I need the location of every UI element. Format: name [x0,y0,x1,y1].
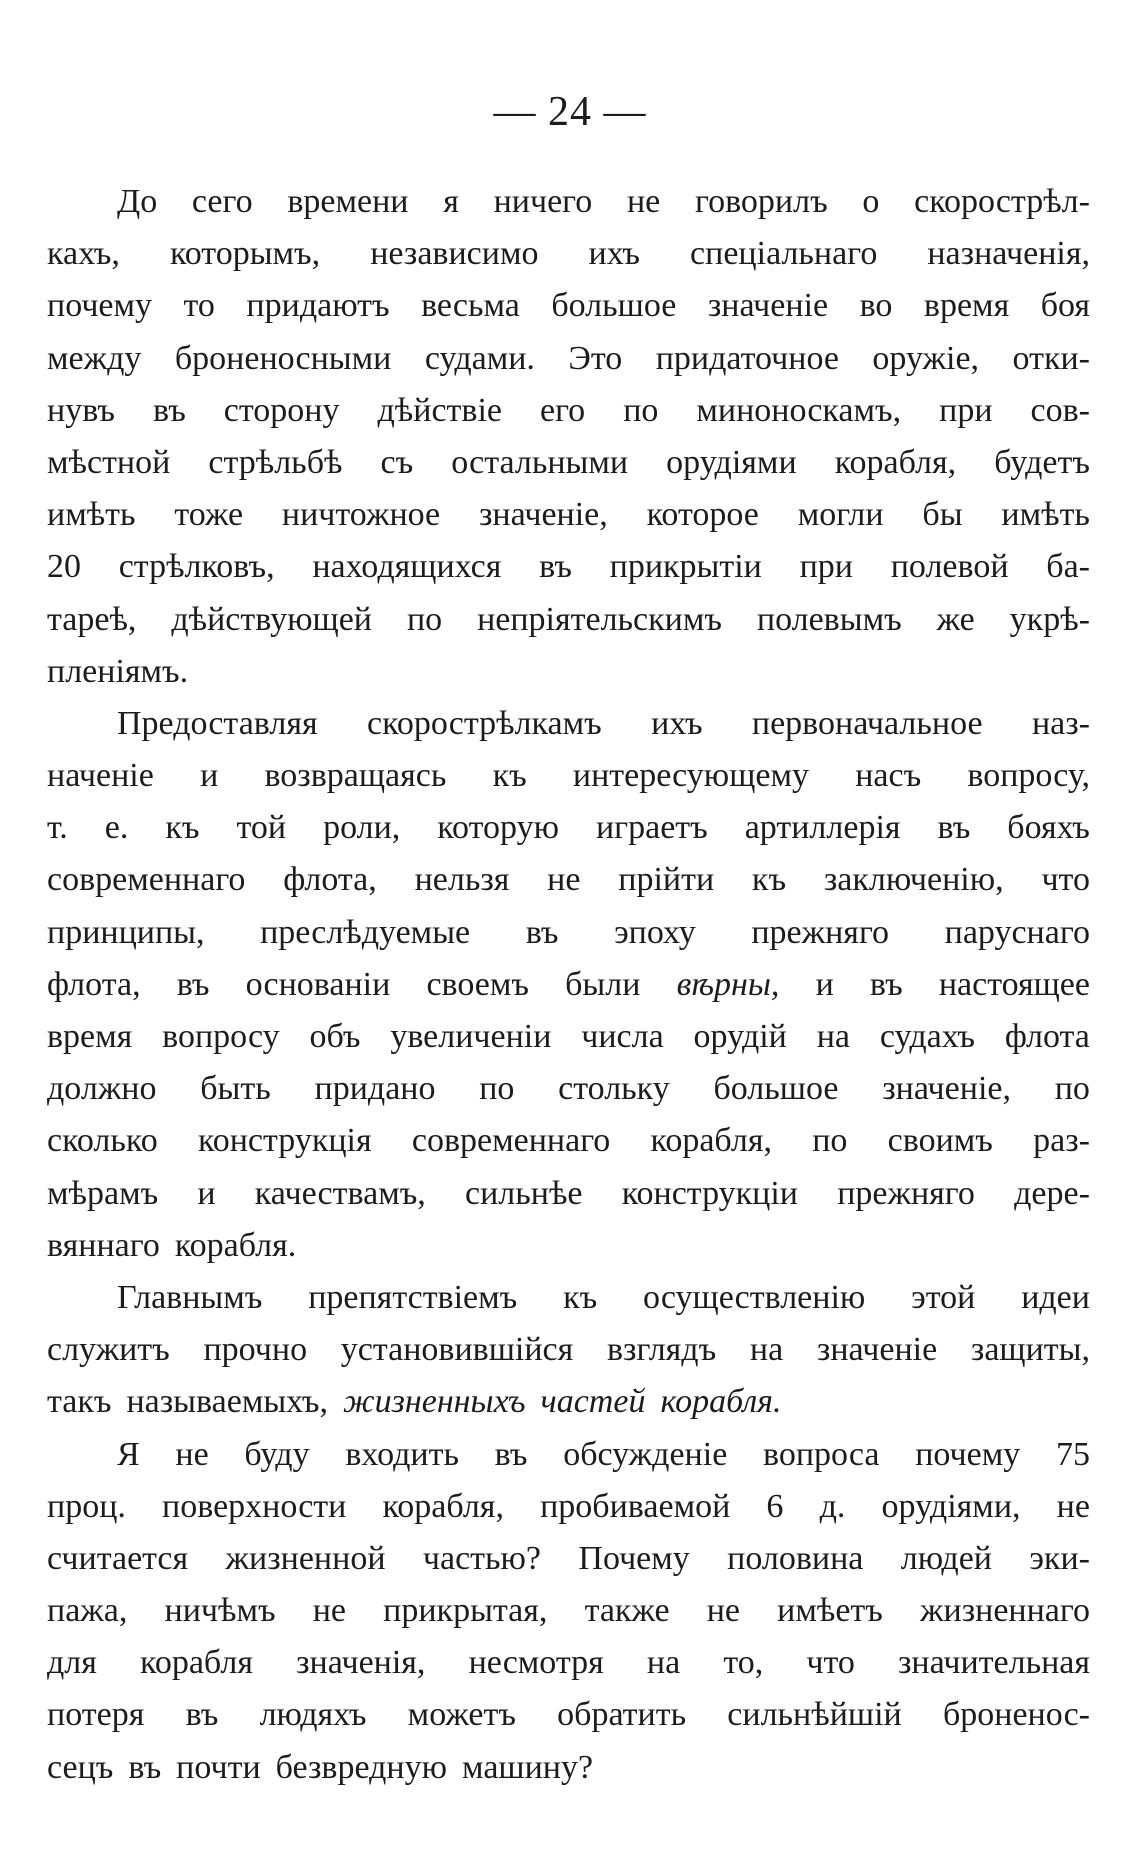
word: прійти [618,861,715,899]
word: которую [437,809,559,847]
word: потеря [47,1696,145,1734]
word: судахъ [879,1018,975,1055]
word: сильнѣйшій [727,1696,902,1734]
word: скорострѣл- [914,183,1090,220]
word: осуществленію [643,1278,866,1316]
word: время [47,1018,133,1055]
paragraph [47,1429,1090,1794]
word: проц. [47,1487,126,1525]
word: весьма [421,287,520,325]
word: Предоставляя [117,704,318,742]
word: До [117,183,158,220]
text-line [47,1011,1090,1063]
word: въ [185,1696,219,1734]
word: говорилъ [695,183,828,220]
word: ничѣмъ [164,1592,276,1630]
word: орудіями, [881,1487,1021,1525]
word: корабля, [382,1487,504,1525]
text-line [47,646,1090,698]
word: будетъ [994,443,1090,481]
word: не [312,1592,347,1630]
word: т. [47,809,68,847]
word: корабля, [834,443,957,481]
word: вопроса [763,1435,880,1473]
word: бы [922,496,963,534]
word: могли [797,496,884,534]
word: пленіямъ. [47,652,189,690]
word: прикрытіи [609,548,762,586]
word: преслѣдуемые [260,913,471,951]
word: объ [309,1018,361,1055]
word: орудій [693,1018,787,1055]
word: сколько [47,1122,158,1160]
word: значеніе, [882,1070,1011,1108]
word: артиллерія [744,809,901,847]
word: о [862,183,880,220]
text-line [47,1272,1090,1324]
word: укрѣ- [1009,600,1090,638]
word: дѣйствующей [171,600,373,638]
word: на [749,1331,784,1369]
text-line [47,437,1090,489]
paragraph [47,1272,1090,1429]
word: почти [176,1748,261,1786]
word: заключенію, [823,861,1004,899]
word: называемыхъ, [126,1383,328,1421]
word: и [815,965,834,1003]
word: сов- [1030,391,1090,429]
word: Я [117,1435,140,1473]
word: взглядъ [607,1331,717,1369]
word: съ [380,443,414,481]
word: не [626,183,661,220]
word: тареѣ, [47,600,137,638]
word: интересующему [572,757,809,795]
word: обратить [557,1696,687,1734]
word: во [859,287,893,325]
text-line [47,802,1090,854]
word: боя [1040,287,1090,325]
text-line [47,333,1090,385]
word: по [1054,1070,1090,1108]
word: на [816,1018,850,1055]
word: полевой [890,548,1009,586]
text-line [47,1481,1090,1533]
word: флота [1004,1018,1090,1055]
word: ничего [493,183,593,220]
word: придаточное [655,339,839,377]
word: Главнымъ [117,1278,263,1316]
word: конструкціи [621,1174,798,1212]
word: 20 [47,548,81,586]
word: прежняго [837,1174,975,1212]
word: которымъ, [169,235,321,273]
word: находящихся [312,548,502,586]
word: не [1056,1487,1090,1525]
word: такъ [47,1383,112,1421]
text-line [47,1115,1090,1167]
word: имѣть [47,496,136,534]
word: спеціальнаго [690,235,878,273]
text-line [47,541,1090,593]
word: стрѣльбѣ [208,443,343,481]
word: несмотря [468,1644,604,1682]
word: придаютъ [246,287,390,325]
text-line [47,1376,1090,1428]
word: флота, [283,861,377,899]
word: отки- [1012,339,1090,377]
word: корабля. [660,1383,782,1421]
word: частей [540,1383,646,1421]
text-line [47,1585,1090,1637]
word: 6 [766,1487,784,1525]
word: ихъ [588,235,640,273]
word: ба- [1046,548,1090,586]
word: дѣйствіе [377,391,502,429]
word: д. [819,1487,846,1525]
word: должно [47,1070,157,1108]
word: не [175,1435,209,1473]
word: защиты, [970,1331,1090,1369]
word: значительная [898,1644,1090,1682]
word: жизненной [225,1539,386,1577]
text-line [47,750,1090,802]
text-line [47,1324,1090,1376]
word: миноноскамъ, [696,391,902,429]
paragraph [47,176,1090,698]
word: значенія, [296,1644,426,1682]
word: полевымъ [756,600,902,638]
word: паруснаго [944,913,1090,951]
word: корабля, [650,1122,772,1160]
word: имѣетъ [777,1592,883,1630]
word: независимо [370,235,539,273]
word: то [183,287,215,325]
word: большое [713,1070,839,1108]
word: числа [581,1018,664,1055]
word: сторону [223,391,340,429]
word: прочно [203,1331,308,1369]
word: половина [727,1539,864,1577]
word: въ [539,548,572,586]
word: первоначальное [751,704,983,742]
word: не [706,1592,741,1630]
word: по [479,1070,515,1108]
word: въ [152,391,186,429]
word: возвращаясь [264,757,447,795]
text-line [47,228,1090,280]
word: препятствіемъ [308,1278,518,1316]
word: прежняго [751,913,890,951]
word: дере- [1014,1174,1090,1212]
word: конструкція [197,1122,372,1160]
page-number: — 24 — [493,89,647,135]
text-line [47,1220,1090,1272]
word: качествамъ, [254,1174,426,1212]
word: частью? [422,1539,542,1577]
word: время [923,287,1010,325]
word: принципы, [47,913,205,951]
word: при [939,391,993,429]
word: къ [751,861,787,899]
word: для [47,1644,97,1682]
word: бояхъ [1007,809,1090,847]
word: въ [176,965,210,1003]
word: наз- [1031,704,1090,742]
word: большое [551,287,677,325]
text-line [47,176,1090,228]
text-line [47,1689,1090,1741]
word: роли, [323,809,401,847]
word: корабля. [174,1226,297,1264]
word: раз- [1033,1122,1090,1160]
word: своимъ [887,1122,993,1160]
word: при [799,548,853,586]
word: мѣрамъ [47,1174,159,1212]
word: въ [937,809,971,847]
word: вѣрны, [676,965,780,1003]
word: тоже [174,496,244,534]
text-line [47,854,1090,906]
word: были [565,965,641,1003]
text-line [47,385,1090,437]
word: орудіями [666,443,797,481]
word: флота, [47,965,141,1003]
word: я [443,183,459,220]
word: что [806,1644,855,1682]
word: установившійся [340,1331,574,1369]
word: значеніе [707,287,829,325]
word: можетъ [407,1696,516,1734]
word: эки- [1029,1539,1090,1577]
word: входить [345,1435,459,1473]
word: имѣть [1001,496,1090,534]
paragraph [47,698,1090,1272]
word: быть [200,1070,271,1108]
word: людей [900,1539,992,1577]
word: стрѣлковъ, [118,548,275,586]
word: сего [191,183,253,220]
word: времени [287,183,409,220]
text-line [47,907,1090,959]
word: судами. [424,339,535,377]
word: что [1041,861,1090,899]
text-line [47,1063,1090,1115]
word: въ [128,1748,162,1786]
word: ихъ [651,704,703,742]
word: пробиваемой [540,1487,731,1525]
text-line [47,698,1090,750]
word: кахъ, [47,235,120,273]
word: вопросу [162,1018,280,1055]
word: обсужденіе [563,1435,728,1473]
word: броненос- [942,1696,1090,1734]
word: остальными [451,443,629,481]
word: машину? [462,1748,594,1786]
word: въ [525,913,559,951]
word: въ [869,965,903,1003]
word: придано [314,1070,436,1108]
word: той [236,809,287,847]
text-line [47,959,1090,1011]
word: поверхности [162,1487,347,1525]
word: вяннаго [47,1226,160,1264]
word: насъ [855,757,922,795]
word: этой [911,1278,976,1316]
word: по [406,600,443,638]
word: сецъ [47,1748,114,1786]
text-line [47,1637,1090,1689]
word: на [646,1644,681,1682]
word: его [539,391,586,429]
word: безвредную [275,1748,448,1786]
word: корабля [140,1644,253,1682]
word: своемъ [426,965,529,1003]
word: нельзя [414,861,510,899]
word: значеніе, [478,496,608,534]
word: и [197,1174,216,1212]
word: эпоху [614,913,696,951]
word: ничтожное [281,496,441,534]
word: буду [244,1435,310,1473]
word: почему [47,287,153,325]
word: 75 [1055,1435,1090,1473]
word: же [936,600,975,638]
word: броненосными [174,339,392,377]
word: служитъ [47,1331,170,1369]
text-line [47,1742,1090,1794]
word: вопросу, [967,757,1090,795]
word: между [47,339,142,377]
word: оружіе, [872,339,980,377]
body-text [47,176,1090,1794]
word: современнаго [47,861,246,899]
word: къ [492,757,527,795]
text-line [47,280,1090,332]
word: стольку [558,1070,670,1108]
word: идеи [1021,1278,1090,1316]
word: и [200,757,219,795]
word: которое [646,496,759,534]
word: по [623,391,659,429]
word: Почему [578,1539,690,1577]
text-line [47,1429,1090,1481]
word: увеличеніи [390,1018,552,1055]
word: не [547,861,581,899]
word: считается [47,1539,189,1577]
word: е. [104,809,129,847]
text-line [47,594,1090,646]
word: прикрытая, [383,1592,548,1630]
word: жизненнаго [920,1592,1090,1630]
word: играетъ [595,809,708,847]
word: непріятельскимъ [477,600,722,638]
word: къ [165,809,200,847]
word: также [584,1592,670,1630]
word: людяхъ [259,1696,367,1734]
word: то, [723,1644,764,1682]
word: жизненныхъ [342,1383,526,1421]
word: мѣстной [47,443,171,481]
text-line [47,1168,1090,1220]
word: основаніи [245,965,391,1003]
word: нувъ [47,391,115,429]
word: сильнѣе [465,1174,583,1212]
word: почему [915,1435,1021,1473]
word: значеніе [816,1331,938,1369]
word: скорострѣлкамъ [367,704,602,742]
text-line [47,489,1090,541]
word: пажа, [47,1592,128,1630]
word: назначенія, [927,235,1090,273]
word: по [812,1122,848,1160]
word: къ [563,1278,598,1316]
word: въ [494,1435,528,1473]
word: наченіе [47,757,154,795]
word: Это [568,339,623,377]
text-line [47,1533,1090,1585]
word: настоящее [938,965,1090,1003]
word: современнаго [411,1122,611,1160]
